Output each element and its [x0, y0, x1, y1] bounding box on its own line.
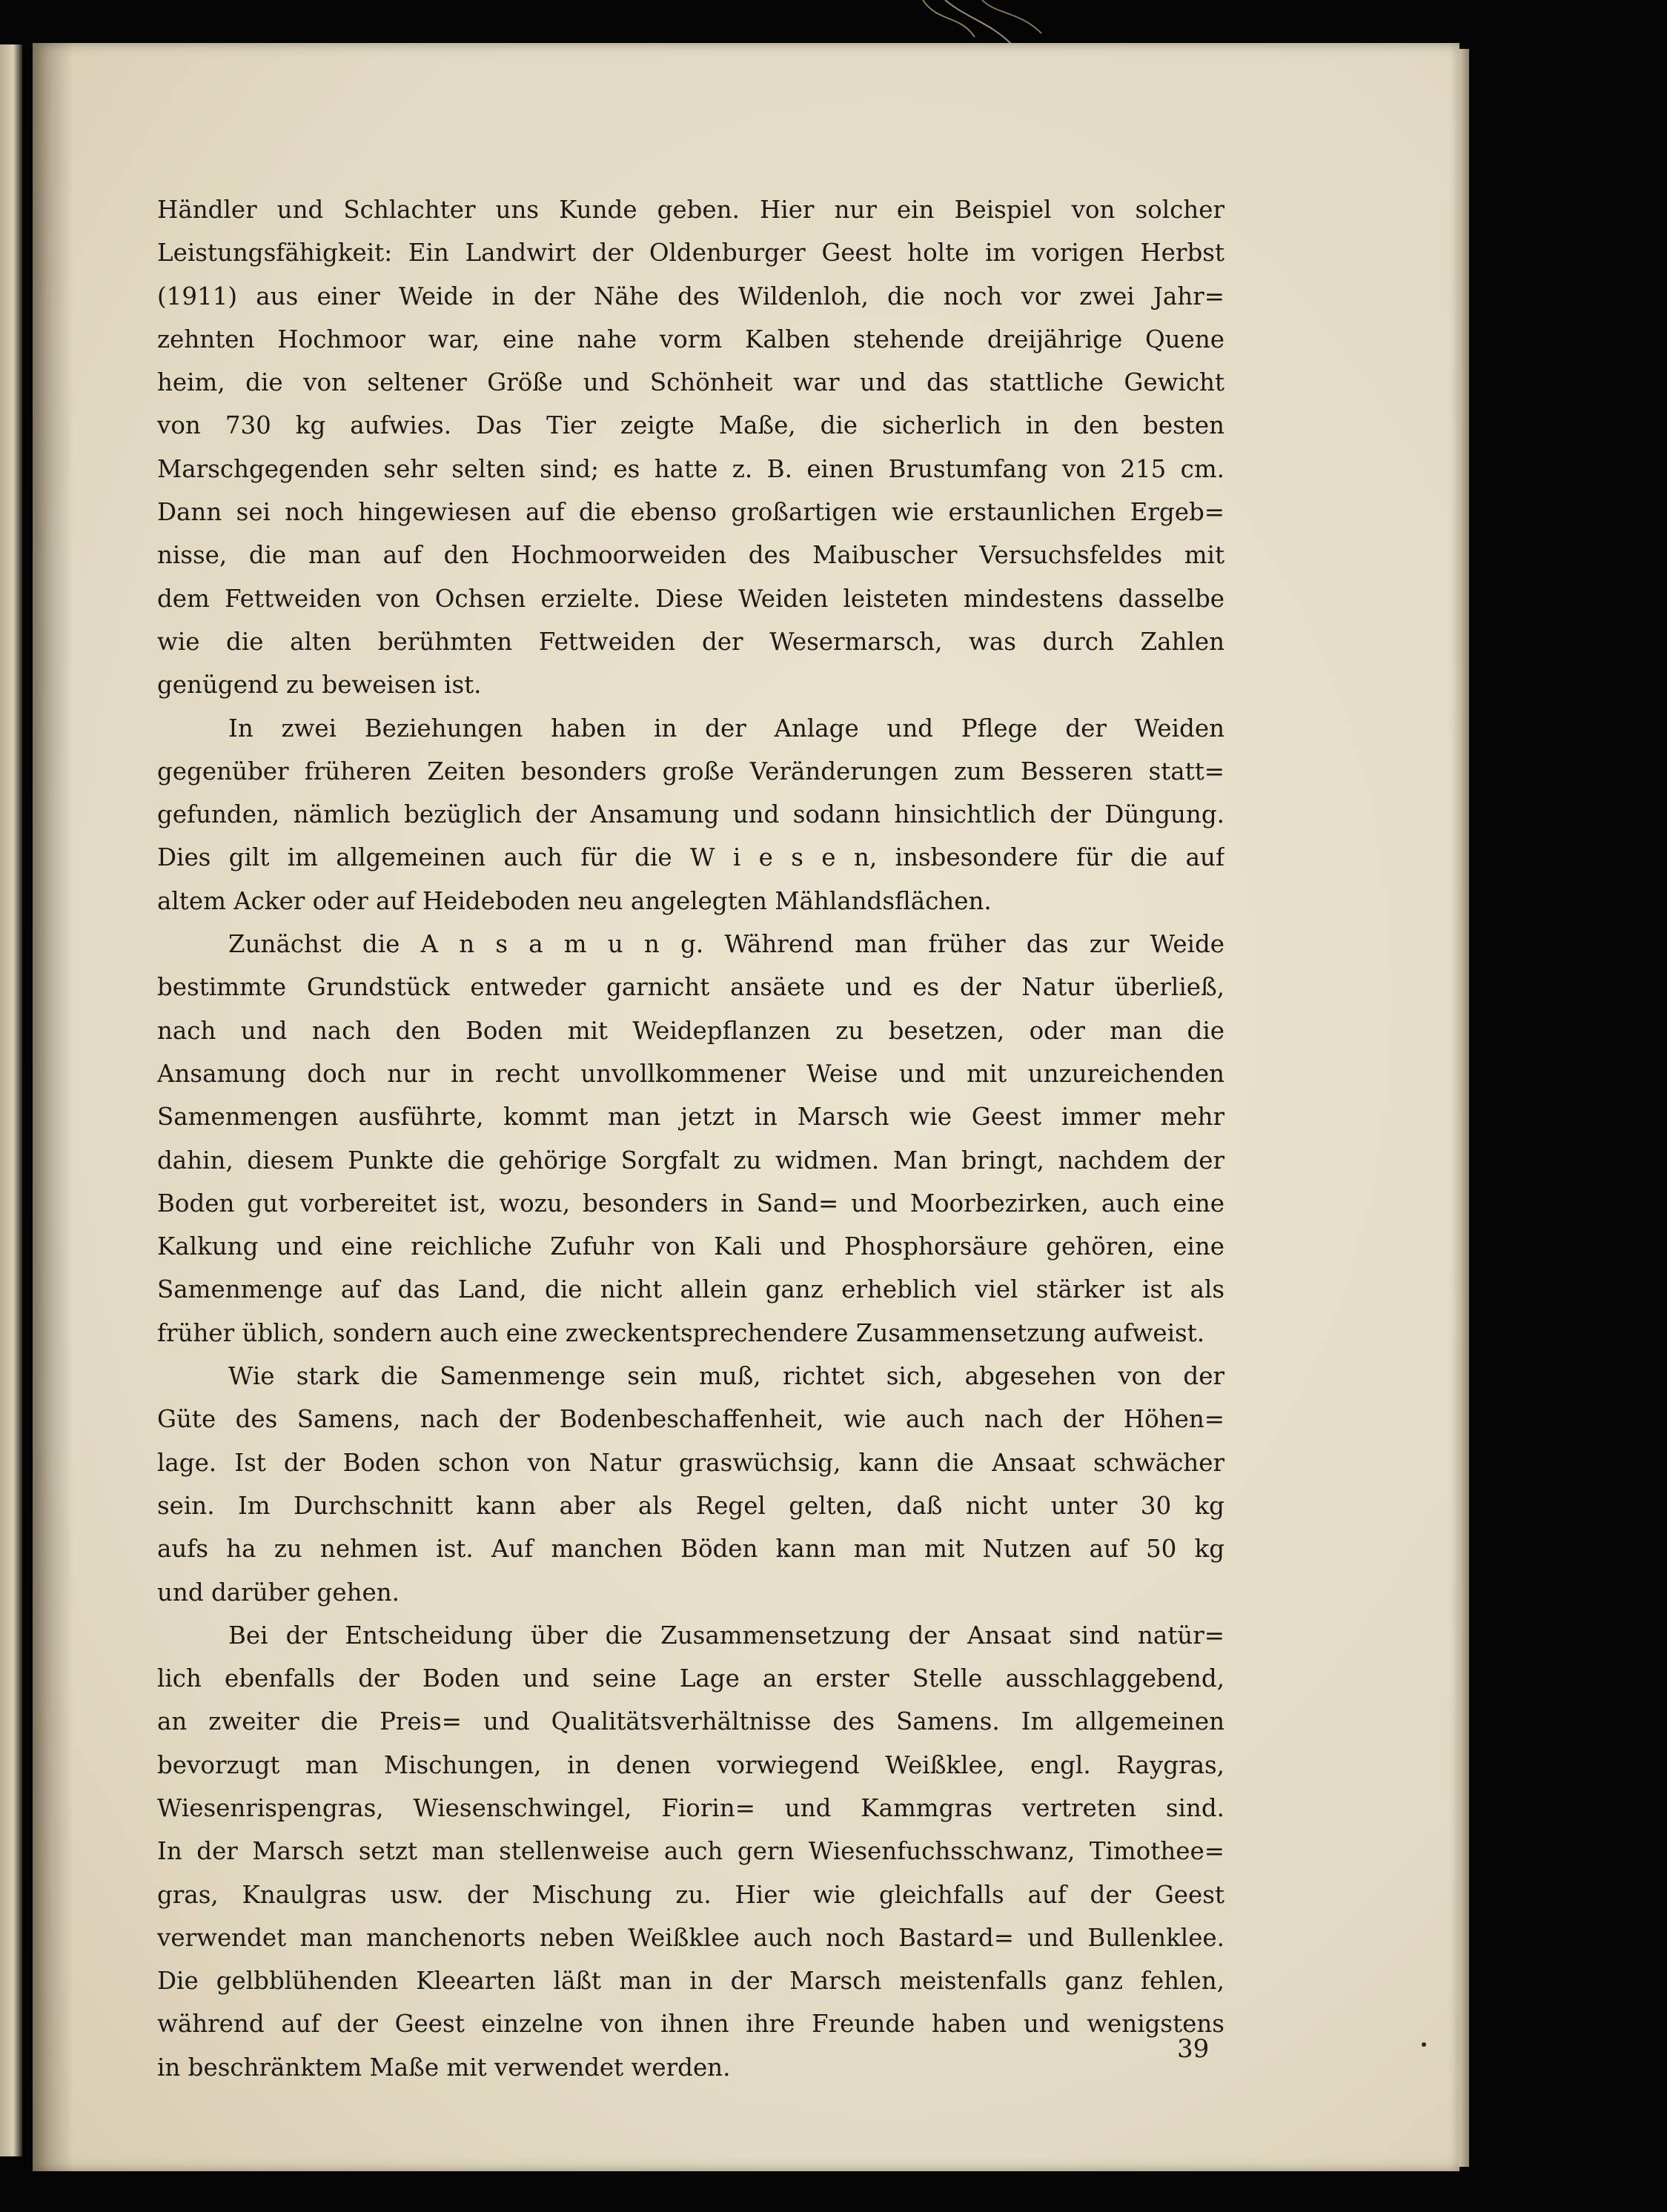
text-line: an zweiter die Preis= und Qualitätsverhältnisse des Samens. Im allgemeinen — [157, 1707, 1224, 1736]
text-line: wie die alten berühmten Fettweiden der Wesermarsch, was durch Zahlen — [157, 627, 1224, 656]
speck-mark — [1422, 2042, 1426, 2047]
text-line: Marschgegenden sehr selten sind; es hatte z. B. einen Brustumfang von 215 cm. — [157, 454, 1224, 483]
text-line: Samenmenge auf das Land, die nicht allein ganz erheblich viel stärker ist als — [157, 1275, 1224, 1304]
text-line: Ansamung doch nur in recht unvollkommener Weise und mit unzureichenden — [157, 1059, 1224, 1088]
text-line: früher üblich, sondern auch eine zweckentsprechendere Zusammensetzung aufweist. — [157, 1318, 1205, 1347]
text-line: Wie stark die Samenmenge sein muß, richtet sich, abgesehen von der — [228, 1362, 1224, 1391]
text-line: dahin, diesem Punkte die gehörige Sorgfalt zu widmen. Man bringt, nachdem der — [157, 1146, 1224, 1175]
text-line: Güte des Samens, nach der Bodenbeschaffenheit, wie auch nach der Höhen= — [157, 1405, 1224, 1434]
text-line: gefunden, nämlich bezüglich der Ansamung und sodann hinsichtlich der Düngung. — [157, 800, 1224, 829]
text-line: Händler und Schlachter uns Kunde geben. Hier nur ein Beispiel von solcher — [157, 196, 1224, 224]
text-line: Boden gut vorbereitet ist, wozu, besonders in Sand= und Moorbezirken, auch eine — [157, 1189, 1224, 1218]
text-line: sein. Im Durchschnitt kann aber als Regel gelten, daß nicht unter 30 kg — [157, 1491, 1224, 1520]
text-line: und darüber gehen. — [157, 1578, 400, 1607]
text-line: Bei der Entscheidung über die Zusammensetzung der Ansaat sind natür= — [228, 1621, 1224, 1650]
text-line: Dies gilt im allgemeinen auch für die W i e s e n, insbesondere für die auf — [157, 843, 1224, 872]
text-line: bevorzugt man Mischungen, in denen vorwiegend Weißklee, engl. Raygras, — [157, 1750, 1224, 1779]
text-line: Dann sei noch hingewiesen auf die ebenso großartigen wie erstaunlichen Ergeb= — [157, 498, 1224, 527]
text-line: von 730 kg aufwies. Das Tier zeigte Maße, die sicherlich in den besten — [157, 411, 1224, 440]
text-line: Leistungsfähigkeit: Ein Landwirt der Oldenburger Geest holte im vorigen Herbst — [157, 239, 1224, 268]
page-right-edge — [1459, 49, 1469, 2167]
text-line: Samenmengen ausführte, kommt man jetzt in Marsch wie Geest immer mehr — [157, 1103, 1224, 1132]
text-line: altem Acker oder auf Heideboden neu angelegten Mählandsflächen. — [157, 886, 992, 915]
text-line: In zwei Beziehungen haben in der Anlage und Pflege der Weiden — [228, 714, 1224, 743]
text-line: bestimmte Grundstück entweder garnicht ansäete und es der Natur überließ, — [157, 973, 1224, 1002]
text-line: Wiesenrispengras, Wiesenschwingel, Fiorin= und Kammgras vertreten sind. — [157, 1793, 1224, 1822]
text-line: während auf der Geest einzelne von ihnen ihre Freunde haben und wenigstens — [157, 2010, 1224, 2039]
text-line: (1911) aus einer Weide in der Nähe des Wildenloh, die noch vor zwei Jahr= — [157, 282, 1224, 310]
text-line: lich ebenfalls der Boden und seine Lage an erster Stelle ausschlaggebend, — [157, 1664, 1224, 1693]
previous-page-edge — [0, 44, 22, 2156]
text-line: dem Fettweiden von Ochsen erzielte. Diese Weiden leisteten mindestens dasselbe — [157, 584, 1224, 613]
text-line: aufs ha zu nehmen ist. Auf manchen Böden kann man mit Nutzen auf 50 kg — [157, 1535, 1224, 1564]
text-line: gras, Knaulgras usw. der Mischung zu. Hier wie gleichfalls auf der Geest — [157, 1880, 1224, 1909]
text-line: heim, die von seltener Größe und Schönheit war und das stattliche Gewicht — [157, 368, 1224, 397]
text-line: lage. Ist der Boden schon von Natur graswüchsig, kann die Ansaat schwächer — [157, 1448, 1224, 1477]
text-line: genügend zu beweisen ist. — [157, 671, 482, 700]
text-line: Die gelbblühenden Kleearten läßt man in der Marsch meistenfalls ganz fehlen, — [157, 1967, 1224, 1996]
text-line: zehnten Hochmoor war, eine nahe vorm Kalben stehende dreijährige Quene — [157, 325, 1224, 353]
body-text — [157, 188, 1224, 2089]
page-number: 39 — [1177, 2034, 1210, 2064]
text-line: nach und nach den Boden mit Weidepflanzen zu besetzen, oder man die — [157, 1016, 1224, 1045]
text-line: in beschränktem Maße mit verwendet werden. — [157, 2053, 731, 2082]
text-line: Kalkung und eine reichliche Zufuhr von Kali und Phosphorsäure gehören, eine — [157, 1232, 1224, 1261]
text-line: In der Marsch setzt man stellenweise auch gern Wiesenfuchsschwanz, Timothee= — [157, 1837, 1224, 1866]
gutter-shadow — [33, 43, 73, 2171]
text-line: gegenüber früheren Zeiten besonders große Veränderungen zum Besseren statt= — [157, 757, 1224, 786]
text-line: verwendet man manchenorts neben Weißklee auch noch Bastard= und Bullenklee. — [157, 1923, 1224, 1952]
text-line: Zunächst die A n s a m u n g. Während man früher das zur Weide — [228, 930, 1224, 959]
text-line: nisse, die man auf den Hochmoorweiden des Maibuscher Versuchsfeldes mit — [157, 541, 1224, 570]
